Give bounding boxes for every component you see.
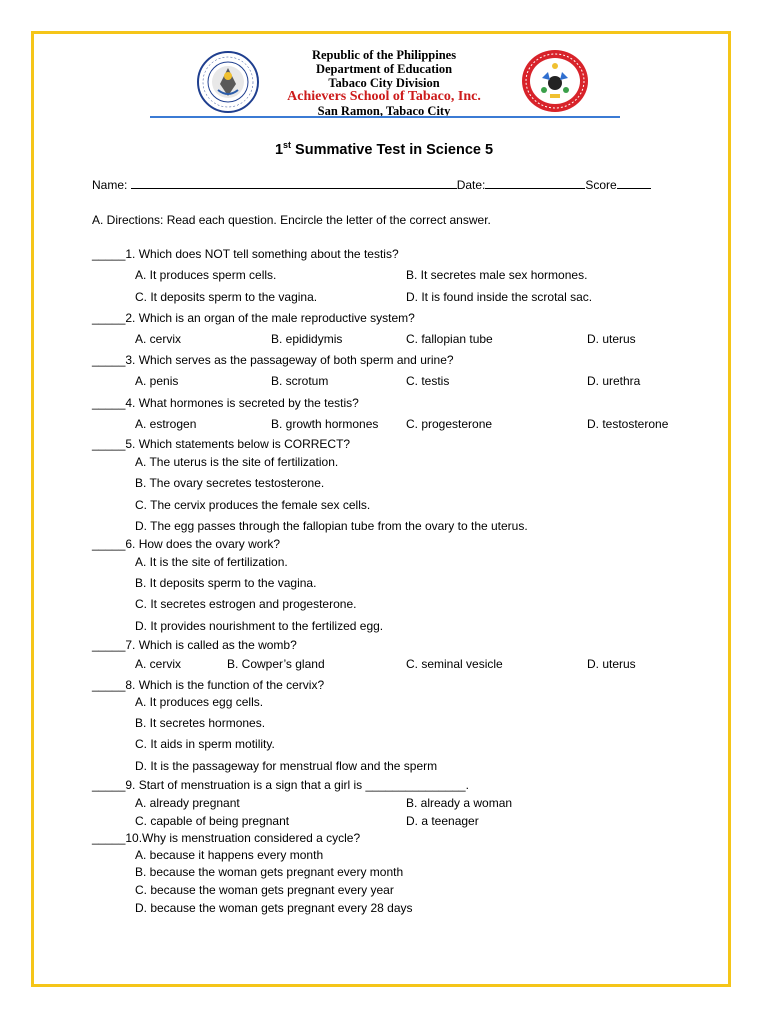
question-5-option-c[interactable]: C. The cervix produces the female sex cells.	[135, 498, 371, 512]
title-ordinal: 1	[274, 141, 284, 158]
question-3: _____3. Which serves as the passageway of both sperm and urine?	[92, 353, 454, 367]
question-6-option-d[interactable]: D. It provides nourishment to the fertilized egg.	[135, 619, 384, 633]
question-7-option-b[interactable]: B. Cowper’s gland	[227, 657, 325, 671]
name-label: Name:	[92, 178, 128, 192]
question-5-option-a[interactable]: A. The uterus is the site of fertilization.	[135, 455, 339, 469]
question-2-option-b[interactable]: B. epididymis	[271, 332, 343, 346]
question-6-option-a[interactable]: A. It is the site of fertilization.	[135, 555, 288, 569]
question-4-option-c[interactable]: C. progesterone	[406, 417, 493, 431]
question-3-option-b[interactable]: B. scrotum	[271, 374, 329, 388]
school-address: San Ramon, Tabaco City	[317, 104, 451, 118]
question-2-option-d[interactable]: D. uterus	[587, 332, 636, 346]
question-2-option-a[interactable]: A. cervix	[135, 332, 182, 346]
question-8-option-b[interactable]: B. It secretes hormones.	[135, 716, 266, 730]
question-1: _____1. Which does NOT tell something about the testis?	[92, 247, 399, 261]
question-5: _____5. Which statements below is CORRECT?	[92, 437, 351, 451]
question-3-option-c[interactable]: C. testis	[406, 374, 450, 388]
page-title	[0, 140, 768, 158]
header-line-department: Department of Education	[315, 62, 453, 76]
question-9-option-b[interactable]: B. already a woman	[406, 796, 513, 810]
question-4-option-a[interactable]: A. estrogen	[135, 417, 197, 431]
question-9-option-d[interactable]: D. a teenager	[406, 814, 479, 828]
question-6-option-b[interactable]: B. It deposits sperm to the vagina.	[135, 576, 317, 590]
school-name: Achievers School of Tabaco, Inc.	[287, 89, 481, 104]
question-2: _____2. Which is an organ of the male reproductive system?	[92, 311, 415, 325]
question-9: _____9. Start of menstruation is a sign that a girl is _______________.	[92, 778, 469, 792]
question-4-option-d[interactable]: D. testosterone	[587, 417, 669, 431]
question-3-option-d[interactable]: D. urethra	[587, 374, 641, 388]
title-superscript: st	[283, 140, 292, 150]
directions: A. Directions: Read each question. Encircle the letter of the correct answer.	[92, 213, 491, 227]
question-8-option-d[interactable]: D. It is the passageway for menstrual flow and the sperm	[135, 759, 438, 773]
question-7-option-c[interactable]: C. seminal vesicle	[406, 657, 503, 671]
question-4: _____4. What hormones is secreted by the testis?	[92, 396, 359, 410]
date-label: Date:	[456, 178, 486, 192]
question-6: _____6. How does the ovary work?	[92, 537, 281, 551]
question-3-option-a[interactable]: A. penis	[135, 374, 179, 388]
question-9-option-c[interactable]: C. capable of being pregnant	[135, 814, 290, 828]
question-1-option-b[interactable]: B. It secretes male sex hormones.	[406, 268, 588, 282]
question-8: _____8. Which is the function of the cervix?	[92, 678, 325, 692]
question-5-option-d[interactable]: D. The egg passes through the fallopian tube from the ovary to the uterus.	[135, 519, 528, 533]
question-4-option-b[interactable]: B. growth hormones	[271, 417, 379, 431]
question-6-option-c[interactable]: C. It secretes estrogen and progesterone.	[135, 597, 357, 611]
question-10-option-d[interactable]: D. because the woman gets pregnant every 28 days	[135, 901, 413, 915]
question-1-option-c[interactable]: C. It deposits sperm to the vagina.	[135, 290, 318, 304]
question-9-option-a[interactable]: A. already pregnant	[135, 796, 240, 810]
student-info-line	[92, 177, 651, 192]
question-10: _____10.Why is menstruation considered a cycle?	[92, 831, 361, 845]
question-7: _____7. Which is called as the womb?	[92, 638, 297, 652]
name-field[interactable]	[131, 177, 457, 189]
question-10-option-c[interactable]: C. because the woman gets pregnant every year	[135, 883, 394, 897]
score-label: Score	[585, 178, 617, 192]
title-rest: Summative Test in Science 5	[291, 141, 494, 158]
header-line-republic: Republic of the Philippines	[311, 48, 457, 62]
question-2-option-c[interactable]: C. fallopian tube	[406, 332, 493, 346]
question-1-option-d[interactable]: D. It is found inside the scrotal sac.	[406, 290, 593, 304]
header-line-division: Tabaco City Division	[328, 76, 440, 90]
date-field[interactable]	[485, 177, 585, 189]
question-7-option-d[interactable]: D. uterus	[587, 657, 636, 671]
question-7-option-a[interactable]: A. cervix	[135, 657, 182, 671]
question-1-option-a[interactable]: A. It produces sperm cells.	[135, 268, 277, 282]
question-5-option-b[interactable]: B. The ovary secretes testosterone.	[135, 476, 325, 490]
question-8-option-a[interactable]: A. It produces egg cells.	[135, 695, 264, 709]
score-field[interactable]	[617, 177, 651, 189]
question-10-option-a[interactable]: A. because it happens every month	[135, 848, 324, 862]
question-8-option-c[interactable]: C. It aids in sperm motility.	[135, 737, 275, 751]
question-10-option-b[interactable]: B. because the woman gets pregnant every month	[135, 865, 404, 879]
header-divider	[150, 116, 620, 118]
